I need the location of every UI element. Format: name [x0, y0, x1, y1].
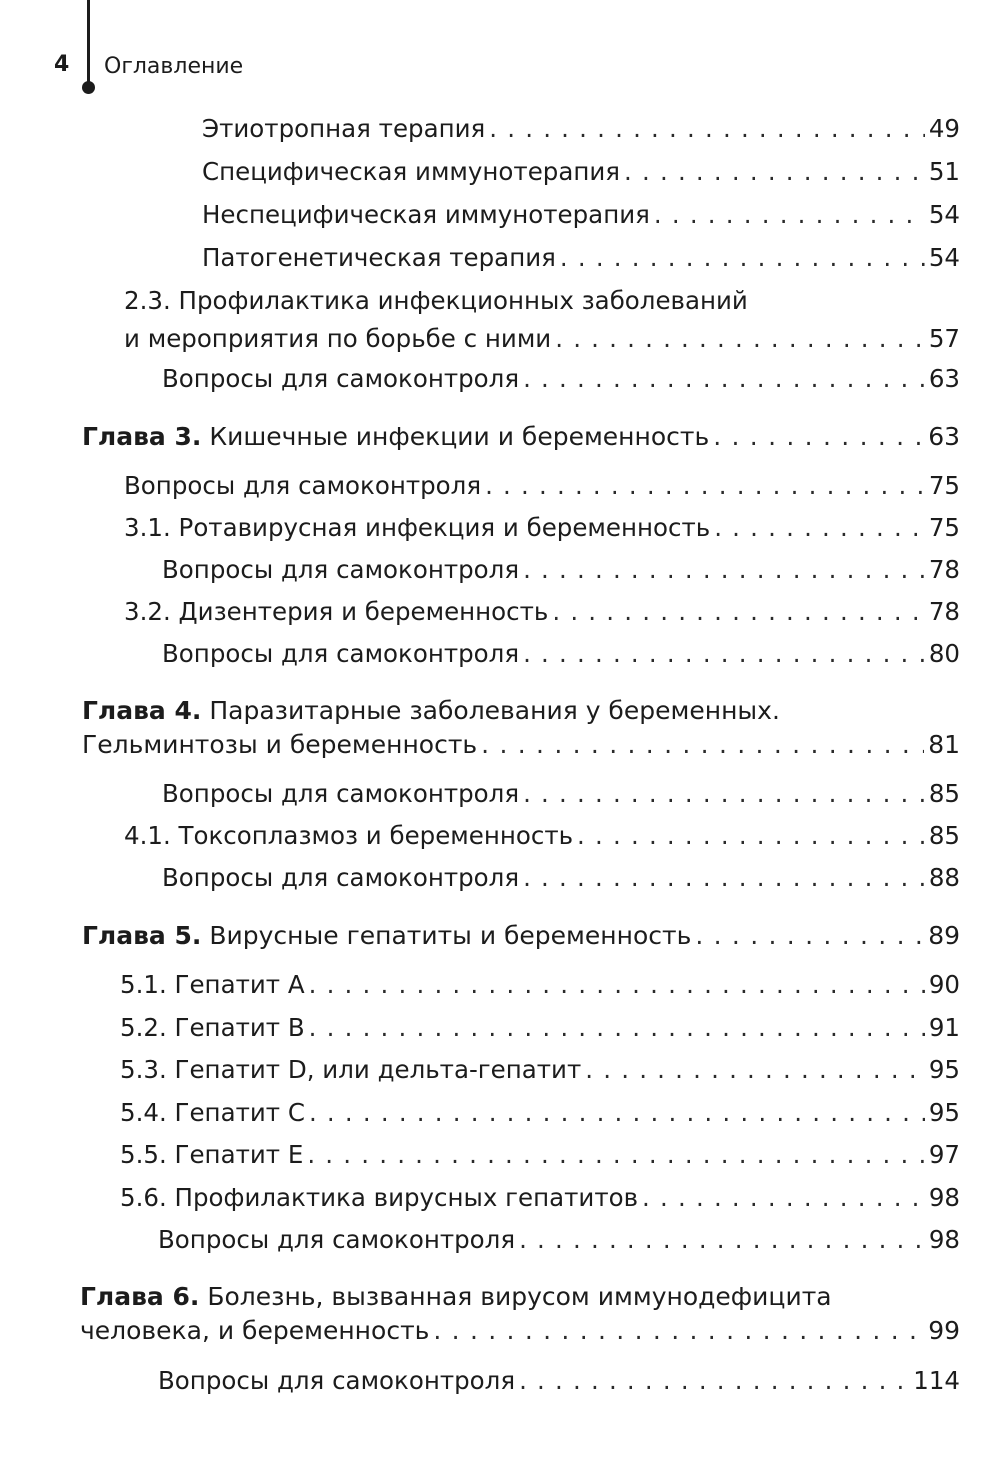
leader-dots	[523, 362, 925, 396]
leader-dots	[309, 1096, 925, 1130]
toc-entry-title: 5.6. Профилактика вирусных гепатитов	[120, 1183, 639, 1212]
chapter-title-line2: человека, и беременность	[80, 1316, 430, 1345]
toc-entry-title: Неспецифическая иммунотерапия	[202, 200, 650, 229]
toc-entry	[0, 511, 1000, 545]
toc-entry-page: 75	[928, 513, 960, 542]
toc-entry-title: 5.4. Гепатит С	[120, 1098, 305, 1127]
chapter-title-line1: Паразитарные заболевания у беременных.	[209, 696, 780, 725]
toc-entry-title-line2: и мероприятия по борьбе с ними	[124, 324, 552, 353]
toc-entry	[0, 1096, 1000, 1130]
leader-dots	[523, 553, 925, 587]
toc-entry-page: 78	[928, 555, 960, 584]
toc-entry-title: Специфическая иммунотерапия	[202, 157, 621, 186]
toc-entry-page: 99	[928, 1316, 960, 1345]
toc-entry-title: Вопросы для самоконтроля	[124, 471, 482, 500]
toc-entry-title: 5.5. Гепатит Е	[120, 1140, 304, 1169]
toc-entry	[0, 1364, 1000, 1398]
toc-entry-page: 75	[928, 471, 960, 500]
toc-entry-title: 5.3. Гепатит D, или дельта-гепатит	[120, 1055, 582, 1084]
toc-entry-page: 80	[928, 639, 960, 668]
toc-entry-page: 78	[928, 597, 960, 626]
chapter-title: Кишечные инфекции и беременность	[209, 422, 710, 451]
toc-entry-page: 63	[928, 422, 960, 451]
leader-dots	[585, 1053, 925, 1087]
toc-entry-title: 4.1. Токсоплазмоз и беременность	[124, 821, 574, 850]
toc-entry	[0, 198, 1000, 232]
leader-dots	[309, 1011, 925, 1045]
toc-entry-page: 89	[928, 921, 960, 950]
toc-chapter	[0, 694, 1000, 762]
leader-dots	[577, 819, 925, 853]
toc-entry-page: 97	[928, 1140, 960, 1169]
header-rule-dot	[82, 81, 95, 94]
toc-entry-page: 63	[928, 364, 960, 393]
toc-entry	[0, 112, 1000, 146]
toc-entry-title: Вопросы для самоконтроля	[162, 779, 520, 808]
leader-dots	[714, 511, 925, 545]
toc-entry-page: 49	[928, 114, 960, 143]
leader-dots	[523, 861, 925, 895]
toc-entry-page: 88	[928, 863, 960, 892]
toc-entry	[0, 553, 1000, 587]
toc-entry	[0, 1181, 1000, 1215]
leader-dots	[519, 1364, 909, 1398]
toc-entry	[0, 1223, 1000, 1257]
leader-dots	[519, 1223, 925, 1257]
leader-dots	[695, 919, 924, 953]
toc-entry	[0, 861, 1000, 895]
leader-dots	[624, 155, 925, 189]
toc-entry-page: 57	[928, 324, 960, 353]
toc-entry	[0, 1011, 1000, 1045]
toc-entry-page: 90	[928, 970, 960, 999]
leader-dots	[523, 637, 925, 671]
toc-entry	[0, 362, 1000, 396]
page-number: 4	[54, 52, 70, 77]
toc-entry-title-line1: 2.3. Профилактика инфекционных заболеваний	[124, 286, 748, 315]
toc-entry-page: 81	[928, 730, 960, 759]
toc-entry-page: 95	[928, 1098, 960, 1127]
chapter-label: Глава 3.	[82, 422, 202, 451]
toc-entry	[0, 241, 1000, 275]
leader-dots	[560, 241, 925, 275]
toc-entry-page: 85	[928, 821, 960, 850]
toc-entry	[0, 637, 1000, 671]
toc-entry	[0, 1138, 1000, 1172]
toc-entry-title: Вопросы для самоконтроля	[162, 639, 520, 668]
toc-entry-page: 51	[928, 157, 960, 186]
toc-entry	[0, 595, 1000, 629]
chapter-label: Глава 4.	[82, 696, 202, 725]
leader-dots	[481, 728, 924, 762]
leader-dots	[654, 198, 925, 232]
toc-entry-page: 98	[928, 1183, 960, 1212]
chapter-label: Глава 6.	[80, 1282, 200, 1311]
leader-dots	[485, 469, 925, 503]
toc-entry	[0, 469, 1000, 503]
toc-entry-title: 5.1. Гепатит А	[120, 970, 305, 999]
toc-entry	[0, 155, 1000, 189]
toc-entry	[0, 968, 1000, 1002]
leader-dots	[309, 968, 925, 1002]
toc-entry-title: Вопросы для самоконтроля	[162, 364, 520, 393]
toc-entry-page: 95	[928, 1055, 960, 1084]
leader-dots	[307, 1138, 924, 1172]
toc-entry-page: 85	[928, 779, 960, 808]
leader-dots	[489, 112, 925, 146]
toc-entry	[0, 1053, 1000, 1087]
toc-entry-title: Вопросы для самоконтроля	[158, 1366, 516, 1395]
leader-dots	[555, 322, 925, 356]
chapter-title-line1: Болезнь, вызванная вирусом иммунодефицита	[207, 1282, 832, 1311]
toc-entry-title: 3.1. Ротавирусная инфекция и беременность	[124, 513, 711, 542]
toc-entry-page: 54	[928, 243, 960, 272]
toc-entry-page: 98	[928, 1225, 960, 1254]
toc-entry-title: Вопросы для самоконтроля	[162, 555, 520, 584]
toc-entry-title: Этиотропная терапия	[202, 114, 486, 143]
toc-entry-title: 3.2. Дизентерия и беременность	[124, 597, 549, 626]
leader-dots	[552, 595, 924, 629]
toc-entry-title: Вопросы для самоконтроля	[158, 1225, 516, 1254]
toc-entry	[0, 284, 1000, 356]
toc-entry-page: 54	[928, 200, 960, 229]
toc-chapter	[0, 1280, 1000, 1348]
leader-dots	[433, 1314, 924, 1348]
leader-dots	[523, 777, 925, 811]
toc-entry-page: 91	[928, 1013, 960, 1042]
toc-entry-title: Патогенетическая терапия	[202, 243, 556, 272]
toc-entry-page: 114	[913, 1366, 960, 1395]
toc-entry	[0, 819, 1000, 853]
header-vertical-rule	[87, 0, 90, 86]
running-title: Оглавление	[104, 54, 244, 79]
leader-dots	[642, 1181, 925, 1215]
toc-chapter	[0, 919, 1000, 953]
chapter-title: Вирусные гепатиты и беременность	[209, 921, 692, 950]
chapter-label: Глава 5.	[82, 921, 202, 950]
toc-entry	[0, 777, 1000, 811]
leader-dots	[713, 420, 924, 454]
toc-chapter	[0, 420, 1000, 454]
toc-entry-title: Вопросы для самоконтроля	[162, 863, 520, 892]
chapter-title-line2: Гельминтозы и беременность	[82, 730, 478, 759]
toc-entry-title: 5.2. Гепатит В	[120, 1013, 305, 1042]
